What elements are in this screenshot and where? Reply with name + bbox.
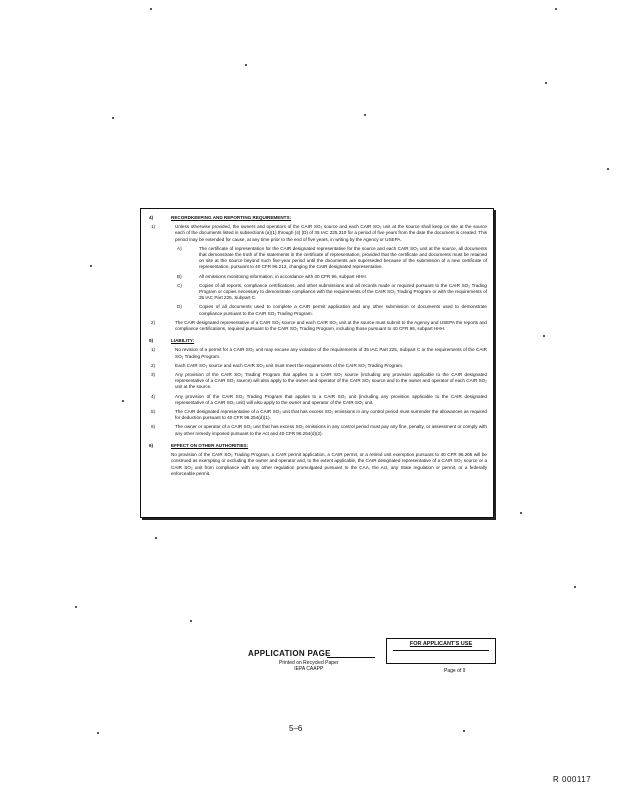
paragraph-item: 4) Any provision of the CAIR SO₂ Trading Program that applies to a CAIR SO₂ unit (including any provision applicable to the CAIR designated representative of a CAIR SO₂ unit) will also apply to the owner and operator of the CAIR SO₂ unit. xyxy=(151,393,487,405)
scan-speck xyxy=(122,400,124,402)
scan-speck xyxy=(245,64,247,66)
page-of-label: Page of 9 xyxy=(444,668,466,674)
scan-speck xyxy=(364,114,366,116)
section-number: 5) xyxy=(149,338,154,344)
paragraph-item: 5) The CAIR designated representative of a CAIR SO₂ unit that has excess SO₂ emissions in any control period must surrender the allowances as required for deduction pursuant to 40 CFR 96.254(d)(1). xyxy=(151,409,487,421)
section-heading-liability: 5) LIABILITY: xyxy=(149,338,195,344)
page-number: 5–6 xyxy=(289,724,303,733)
section-number: 4) xyxy=(149,215,154,220)
scan-speck xyxy=(555,8,557,10)
paragraph-subitem: D) Copies of all documents used to complete a CAIR permit application and any other submission or documents used to demonstrate compliance pursuant to the CAIR SO₂ Trading Program. xyxy=(177,304,487,316)
applicant-use-label: FOR APPLICANT'S USE xyxy=(409,641,473,647)
permit-text xyxy=(147,213,487,477)
section-number: 6) xyxy=(149,442,154,448)
scan-speck xyxy=(190,620,192,622)
scan-speck xyxy=(543,335,545,337)
paragraph-subitem: C) Copies of all reports, compliance certifications, and other submissions and all records made or required pursuant to the CAIR SO₂ Trading Program or copies necessary to demonstrate compliance with the requirements of the CAIR SO₂ Trading Program or with the requirements of 35 IAC Part 225, Subpart C. xyxy=(177,282,487,301)
scan-speck xyxy=(463,730,465,732)
printed-on-recycled-paper: Printed on Recycled Paper IEPA CAAPP xyxy=(279,660,339,672)
scan-speck xyxy=(90,265,92,267)
scan-speck xyxy=(155,537,157,539)
applicant-use-box xyxy=(386,638,496,664)
paragraph-item: 1) Unless otherwise provided, the owners and operators of the CAIR SO₂ source and each CAIR SO₂ unit at the source shall keep on site at the source each of the documents listed in subsections (a)(1) through (4) (D) of 35 IAC 225.310 for a period of five years from the date the document is created. This period may be extended for cause, at any time prior to the end of five years, in writing by the Agency or USEPA. xyxy=(151,224,487,242)
scan-speck xyxy=(150,8,152,10)
scan-speck xyxy=(112,117,114,119)
scan-speck xyxy=(607,168,609,170)
page-number-blank xyxy=(327,657,375,658)
paragraph-item: 3) Any provision of the CAIR SO₂ Trading Program that applies to a CAIR SO₂ source (including any provision applicable to the CAIR designated representative of a CAIR SO₂ source) will also apply to the owner and operator of the CAIR SO₂ source and to the owner and operator of each CAIR SO₂ unit at the source. xyxy=(151,372,487,390)
paragraph-item: No provision of the CAIR SO₂ Trading Program, a CAIR permit application, a CAIR permit, or a retired unit exemption pursuant to 40 CFR 96.205 will be construed as exempting or excluding the owner and operator and, to the extent applicable, the CAIR designated representative of a CAIR SO₂ source or a CAIR SO₂ unit from compliance with any other regulation promulgated pursuant to the CAA, the Act, any State regulation or permit, or a federally enforceable permit. xyxy=(171,452,487,476)
scan-speck xyxy=(75,606,77,608)
scan-speck xyxy=(574,586,576,588)
paragraph-item: 1) No revision of a permit for a CAIR SO₂ unit may excuse any violation of the requirements of 35 IAC Part 225, Subpart C or the requirements of the CAIR SO₂ Trading Program. xyxy=(151,347,487,359)
divider xyxy=(393,650,489,651)
paragraph-item: 2) Each CAIR SO₂ source and each CAIR SO₂ unit must meet the requirements of the CAIR SO₂ Trading Program. xyxy=(151,362,404,368)
section-heading-other-authorities: 6) EFFECT ON OTHER AUTHORITIES: xyxy=(149,442,249,448)
cair-permit-conditions-box xyxy=(140,208,494,518)
application-page-label: APPLICATION PAGE xyxy=(248,649,331,658)
paragraph-item: 2) The CAIR designated representative of a CAIR SO₂ source and each CAIR SO₂ unit at the source must submit to the Agency and USEPA the reports and compliance certifications, required pursuant to the CAIR SO₂ Trading Program, including those pursuant to 40 CFR 96, subpart HHH. xyxy=(151,319,487,332)
scan-speck xyxy=(520,512,522,514)
section-heading-recordkeeping: 4) RECORDKEEPING AND REPORTING REQUIREMENTS: xyxy=(149,215,292,220)
bates-number: R 000117 xyxy=(553,775,592,784)
paragraph-subitem: B) All emissions monitoring information, in accordance with 40 CFR 96, subpart HHH. xyxy=(177,273,367,279)
scan-speck xyxy=(97,732,99,734)
paragraph-item: 6) The owner or operator of a CAIR SO₂ unit that has excess SO₂ emissions in any control period must pay any fine, penalty, or assessment or comply with any other remedy imposed pursuant to the Act and 40 CFR 96.254(d)(2). xyxy=(151,424,487,436)
scan-speck xyxy=(545,82,547,84)
paragraph-subitem: A) The certificate of representation for the CAIR designated representative for the source and each CAIR SO₂ unit at the source, all documents that demonstrate the truth of the statements in the certificate of representation; provided that the certificate and documents must be retained on site at the source beyond such five-year period until the documents are superseded because of the submission of a new certificate of representation, pursuant to 40 CFR 96.213, changing the CAIR designated representative. xyxy=(177,245,487,270)
